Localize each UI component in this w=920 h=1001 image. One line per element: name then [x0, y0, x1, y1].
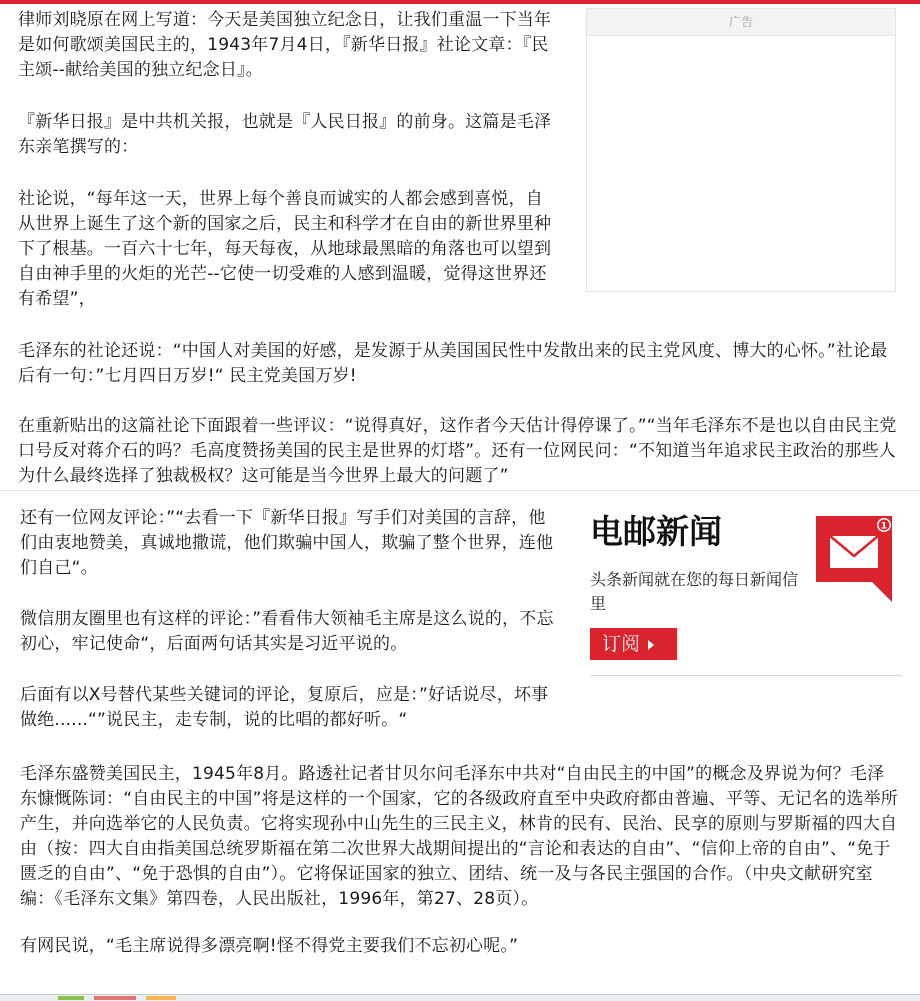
article-paragraph-7: 微信朋友圈里也有这样的评论：”看看伟大领袖毛主席是这么说的，不忘初心，牢记使命“，后面两句话其实是习近平说的。	[20, 609, 554, 654]
article-paragraph-2: 『新华日报』是中共机关报，也就是『人民日报』的前身。这篇是毛泽东亲笔撰写的：	[18, 112, 552, 157]
article-paragraph-4: 毛泽东的社论还说：“中国人对美国的好感，是发源于从美国国民性中发散出来的民主党风度、博大的心怀。”社论最后有一句：”七月四日万岁!“ 民主党美国万岁!	[18, 341, 888, 386]
widget-divider	[590, 675, 902, 676]
article-paragraph-3: 社论说，“每年这一天，世界上每个善良而诚实的人都会感到喜悦，自从世界上诞生了这个新的国家之后，民主和科学才在自由的新世界里种下了根基。一百六十七年，每天每夜，从地球最黑暗的角落也可以望到自由神手里的火炬的光芒--它使一切受难的人感到温暖，觉得这世界还有希望”，	[18, 189, 552, 309]
taskbar-tab-1[interactable]	[58, 996, 84, 1000]
article-paragraph-6: 还有一位网友评论：”“去看一下『新华日报』写手们对美国的言辞，他们由衷地赞美，真诚地撒谎，他们欺骗中国人，欺骗了整个世界，连他们自己“。	[20, 508, 554, 578]
newsletter-widget	[590, 504, 902, 676]
mail-icon[interactable]	[816, 516, 892, 602]
article-paragraph-8: 后面有以X号替代某些关键词的评论，复原后，应是：”好话说尽，坏事做绝......“”说民主，走专制，说的比唱的都好听。“	[20, 685, 549, 730]
subscribe-button-label: 订阅	[602, 633, 641, 655]
newsletter-description: 头条新闻就在您的每日新闻信里	[590, 570, 799, 613]
article-paragraph-10: 有网民说，“毛主席说得多漂亮啊!怪不得党主要我们不忘初心呢。”	[20, 936, 519, 956]
section-divider	[0, 490, 920, 491]
taskbar-tab-2[interactable]	[94, 996, 136, 1000]
taskbar-tab-3[interactable]	[146, 996, 176, 1000]
top-accent-bar	[0, 0, 920, 4]
subscribe-button[interactable]	[590, 628, 677, 660]
ad-label: 广告	[587, 9, 895, 36]
article-paragraph-9: 毛泽东盛赞美国民主，1945年8月。路透社记者甘贝尔问毛泽东中共对“自由民主的中国”的概念及界说为何？毛泽东慷慨陈词：“自由民主的中国”将是这样的一个国家，它的各级政府直至中央政府都由普遍、平等、无记名的选举所产生，并向选举它的人民负责。它将实现孙中山先生的三民主义，林肯的民有、民治、民享的原则与罗斯福的四大自由（按：四大自由指美国总统罗斯福在第二次世界大战期间提出的“言论和表达的自由”、“信仰上帝的自由”、“免于匮乏的自由”、“免于恐惧的自由”）。它将保证国家的独立、团结、统一及与各民主强国的合作。（中央文献研究室编：《毛泽东文集》第四卷，人民出版社，1996年，第27、28页）。	[20, 764, 899, 909]
article-paragraph-1: 律师刘晓原在网上写道：今天是美国独立纪念日，让我们重温一下当年是如何歌颂美国民主的，1943年7月4日，『新华日报』社论文章：『民主颂--献给美国的独立纪念日』。	[18, 10, 552, 80]
play-arrow-icon	[648, 640, 654, 650]
article-paragraph-5: 在重新贴出的这篇社论下面跟着一些评议：“说得真好，这作者今天估计得停课了。”“当年毛泽东不是也以自由民主党口号反对蒋介石的吗？毛高度赞扬美国的民主是世界的灯塔”。还有一位网民问：“不知道当年追求民主政治的那些人为什么最终选择了独裁极权？这可能是当今世界上最大的问题了”	[18, 416, 897, 486]
mail-badge-count: 1	[880, 521, 888, 532]
ad-box[interactable]	[586, 8, 896, 292]
newsletter-title: 电邮新闻	[590, 512, 722, 551]
